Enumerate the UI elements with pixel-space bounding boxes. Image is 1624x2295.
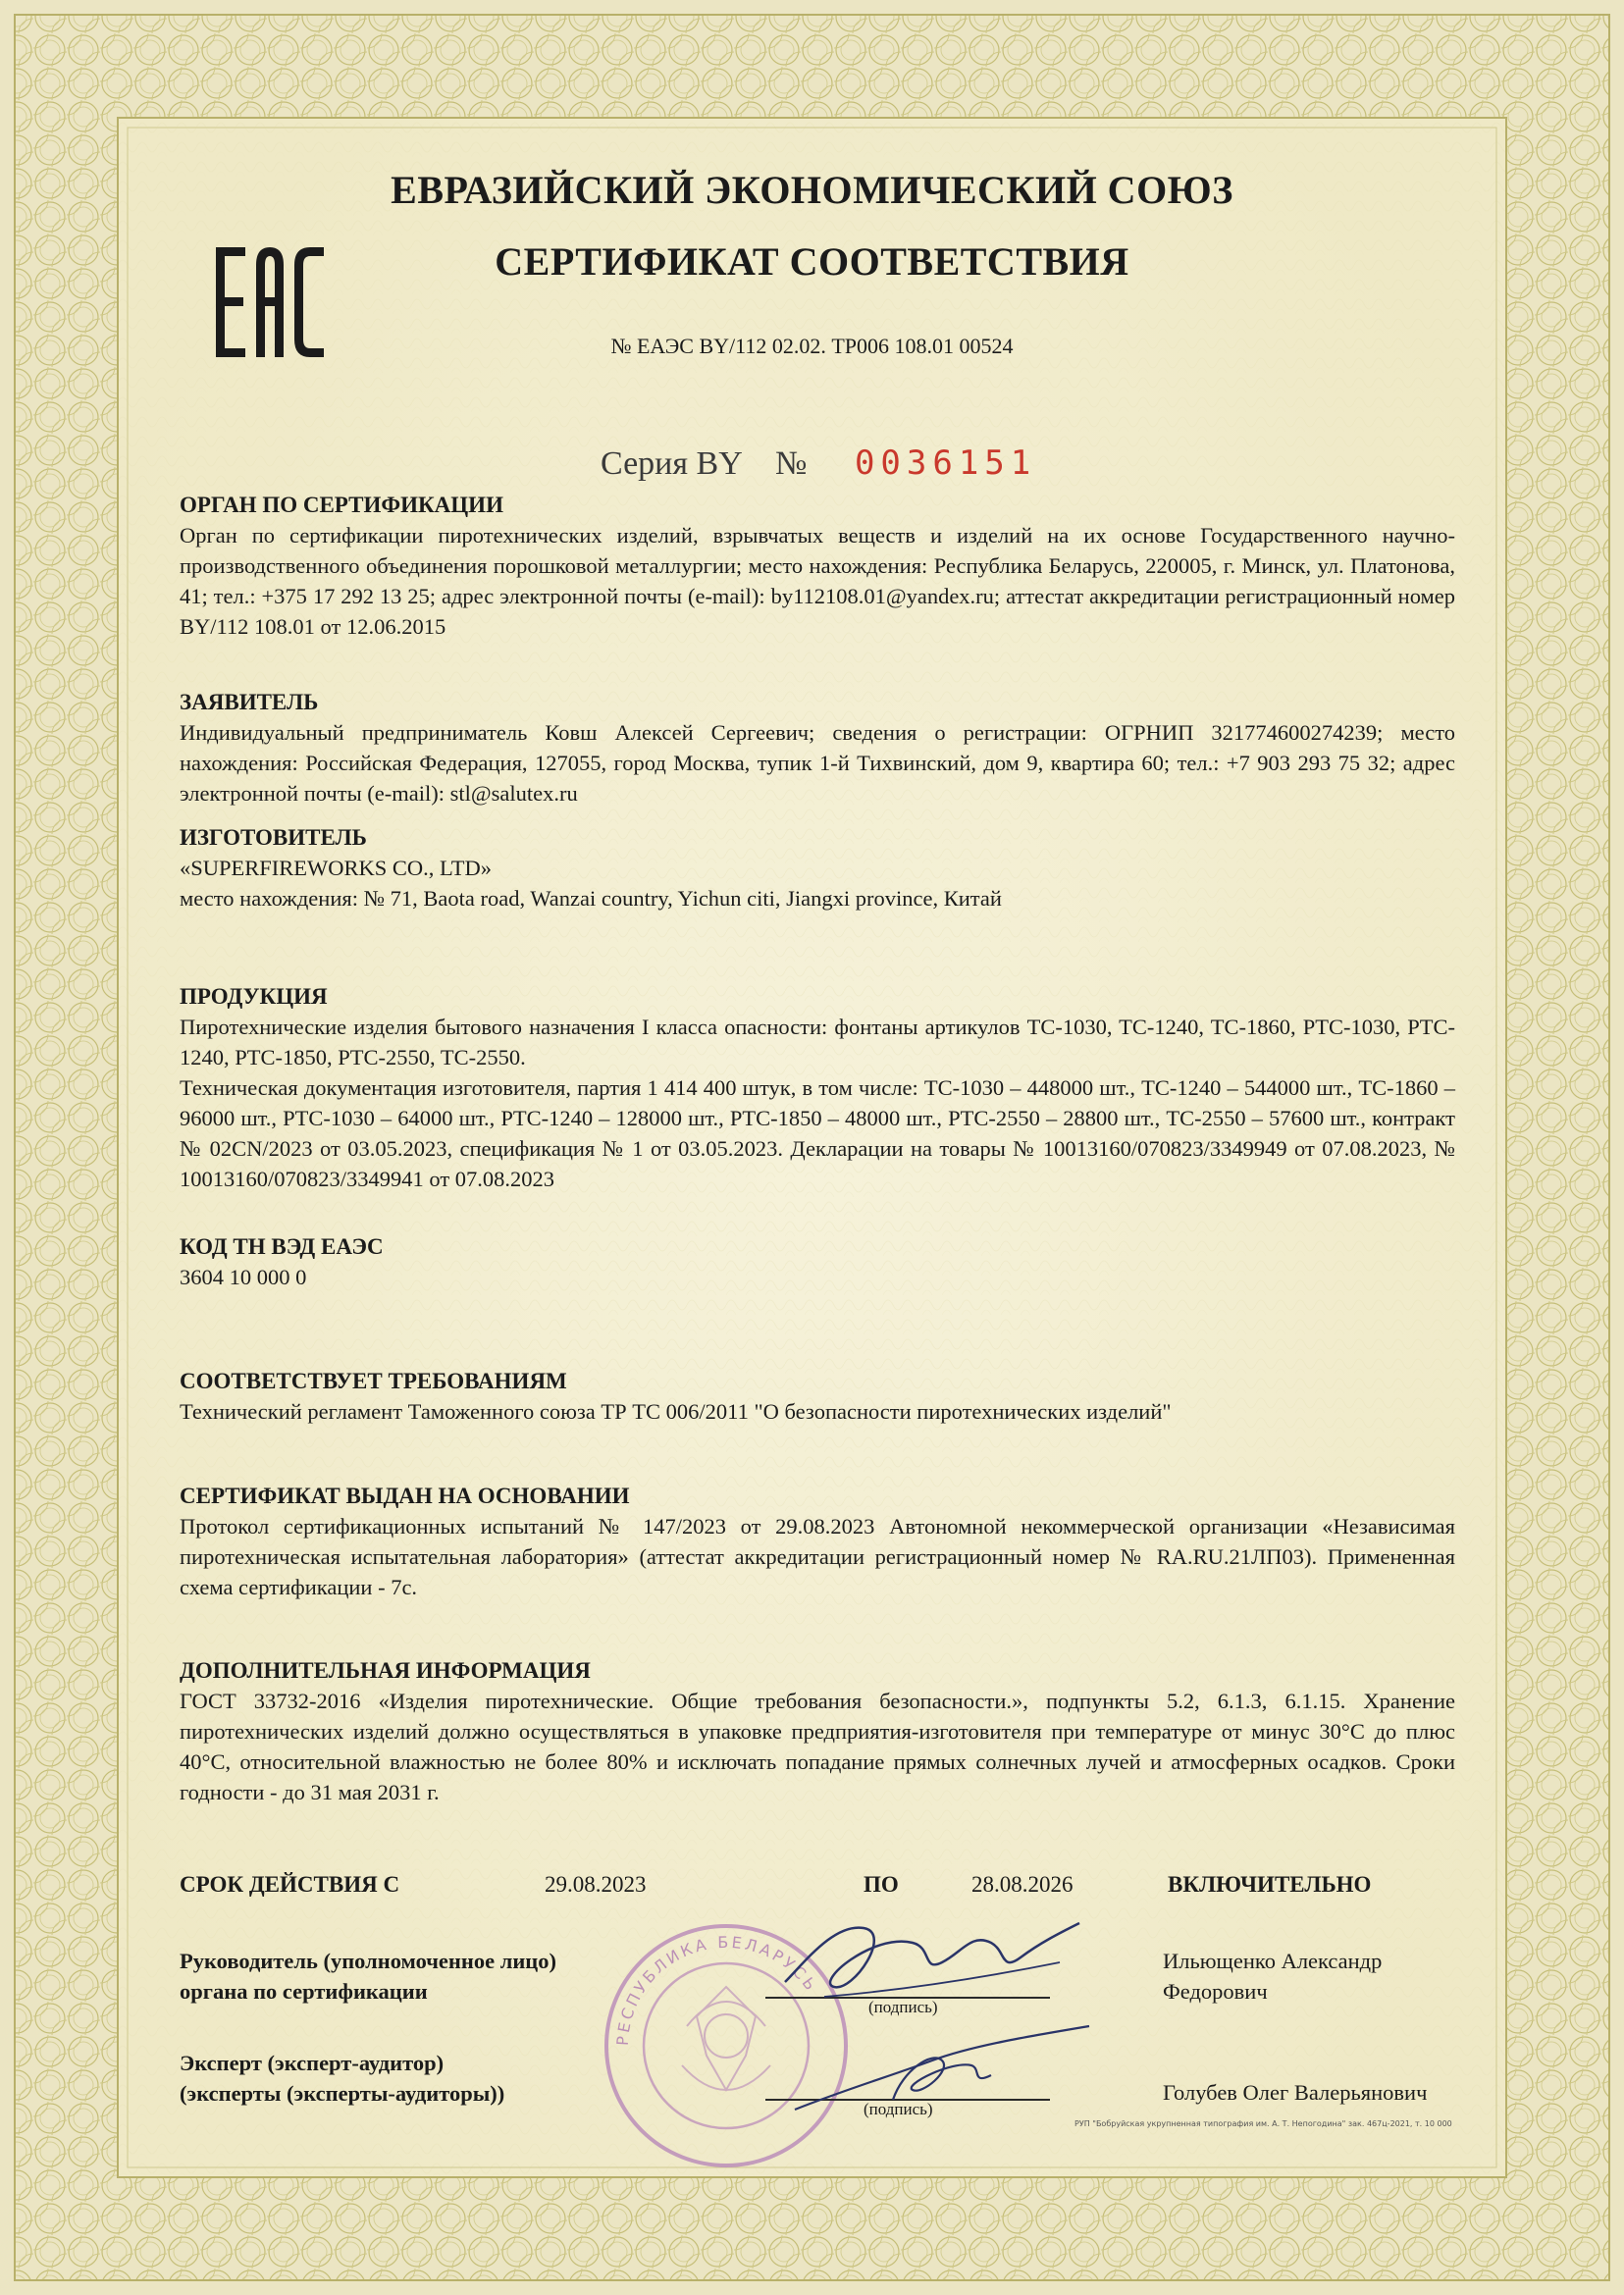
section-additional-info (180, 1655, 1455, 1807)
manufacturer-name: «SUPERFIREWORKS CO., LTD» (180, 856, 492, 880)
section-heading: ЗАЯВИТЕЛЬ (180, 690, 319, 714)
expert-signature (785, 2021, 1099, 2119)
validity-to-label: ПО (864, 1872, 899, 1897)
basis-text: Протокол сертификационных испытаний № 147/2023 от 29.08.2023 Автономной некоммерческой организации «Независимая пиротехническая испытательная лаборатория» (аттестат аккредитации регистрационный номер № RA.RU.21ЛП03). Примененная схема сертификации - 7с. (180, 1514, 1455, 1599)
head-label-line-1: Руководитель (уполномоченное лицо) (180, 1949, 557, 1973)
section-heading: СЕРТИФИКАТ ВЫДАН НА ОСНОВАНИИ (180, 1484, 630, 1508)
section-tn-ved (180, 1231, 1455, 1292)
section-heading: КОД ТН ВЭД ЕАЭС (180, 1234, 384, 1259)
series-label: Серия BY (601, 445, 742, 482)
printer-note: РУП "Бобруйская укрупненная типография им. А. Т. Непогодина" зак. 467ц-2021, т. 10 000 (1074, 2119, 1452, 2128)
product-documentation: Техническая документация изготовителя, партия 1 414 400 штук, в том числе: TC-1030 – 448000 шт., TC-1240 – 544000 шт., TC-1860 – 96000 шт., PTC-1030 – 64000 шт., PTC-1240 – 128000 шт., PTC-1850 – 48000 шт., PTC-2550 – 28800 шт., TC-2550 – 57600 шт., контракт № 02CN/2023 от 03.05.2023, спецификация № 1 от 03.05.2023. Декларации на товары № 10013160/070823/3349949 от 07.08.2023, № 10013160/070823/3349941 от 07.08.2023 (180, 1075, 1455, 1191)
applicant-text: Индивидуальный предприниматель Ковш Алексей Сергеевич; сведения о регистрации: ОГРНИП 321774600274239; место нахождения: Российская Федерация, 127055, город Москва, тупик 1-й Тихвинский, дом 9, квартира 60; тел.: +7 903 293 75 32; адрес электронной почты (e-mail): stl@salutex.ru (180, 720, 1455, 806)
number-sign: № (775, 445, 808, 482)
section-product (180, 981, 1455, 1194)
stamp-text: РЕСПУБЛИКА БЕЛАРУСЬ (612, 1932, 822, 2047)
head-signature (765, 1904, 1099, 2011)
validity-to-date: 28.08.2026 (971, 1872, 1074, 1897)
section-heading: ОРГАН ПО СЕРТИФИКАЦИИ (180, 493, 503, 517)
product-description: Пиротехнические изделия бытового назначения I класса опасности: фонтаны артикулов TC-1030, TC-1240, TC-1860, PTC-1030, PTC-1240, PTC-1850, PTC-2550, TC-2550. (180, 1015, 1455, 1069)
section-certification-body (180, 490, 1455, 642)
union-title: ЕВРАЗИЙСКИЙ ЭКОНОМИЧЕСКИЙ СОЮЗ (391, 168, 1233, 212)
head-name (1163, 1946, 1382, 2007)
section-basis (180, 1481, 1455, 1602)
head-label (180, 1946, 556, 2007)
series-row (601, 443, 1036, 483)
head-label-line-2: органа по сертификации (180, 1979, 428, 2004)
validity-from-label: СРОК ДЕЙСТВИЯ С (180, 1872, 400, 1897)
validity-inclusive: ВКЛЮЧИТЕЛЬНО (1168, 1872, 1372, 1897)
certification-body-text: Орган по сертификации пиротехнических изделий, взрывчатых веществ и изделий на их основе Государственного научно-производственного объединения порошковой металлургии; место нахождения: Республика Беларусь, 220005, г. Минск, ул. Платонова, 41; тел.: +375 17 292 13 25; адрес электронной почты (e-mail): by112108.01@yandex.ru; аттестат аккредитации регистрационный номер BY/112 108.01 от 12.06.2015 (180, 523, 1455, 639)
head-name-line-1: Ильющенко Александр (1163, 1949, 1383, 1973)
signature-caption-head: (подпись) (868, 1998, 938, 2016)
expert-name: Голубев Олег Валерьянович (1163, 2080, 1428, 2105)
section-applicant (180, 687, 1455, 808)
manufacturer-address: место нахождения: № 71, Baota road, Wanzai country, Yichun citi, Jiangxi province, Китай (180, 886, 1002, 911)
additional-info-text: ГОСТ 33732-2016 «Изделия пиротехнические. Общие требования безопасности.», подпункты 5.2, 6.1.3, 6.1.15. Хранение пиротехнических изделий должно осуществляться в упаковке предприятия-изготовителя при температуре от минус 30°С до плюс 40°С, относительной влажностью не более 80% и исключать попадание прямых солнечных лучей и атмосферных осадков. Сроки годности - до 31 мая 2031 г. (180, 1689, 1455, 1804)
expert-label (180, 2048, 504, 2109)
section-manufacturer (180, 822, 1455, 913)
section-heading: ИЗГОТОВИТЕЛЬ (180, 825, 367, 850)
requirements-text: Технический регламент Таможенного союза ТР ТС 006/2011 "О безопасности пиротехнических изделий" (180, 1399, 1172, 1424)
head-name-line-2: Федорович (1163, 1979, 1268, 2004)
certificate-title: СЕРТИФИКАТ СООТВЕТСТВИЯ (495, 239, 1129, 284)
series-number: 0036151 (854, 443, 1037, 483)
expert-label-line-2: (эксперты (эксперты-аудиторы)) (180, 2081, 505, 2106)
section-requirements (180, 1366, 1455, 1427)
signature-caption-expert: (подпись) (864, 2100, 933, 2118)
tn-ved-code: 3604 10 000 0 (180, 1265, 307, 1289)
certificate-number: № ЕАЭС BY/112 02.02. ТР006 108.01 00524 (610, 334, 1014, 358)
section-heading: ДОПОЛНИТЕЛЬНАЯ ИНФОРМАЦИЯ (180, 1658, 591, 1683)
validity-from-date: 29.08.2023 (545, 1872, 647, 1897)
expert-label-line-1: Эксперт (эксперт-аудитор) (180, 2051, 445, 2075)
section-heading: СООТВЕТСТВУЕТ ТРЕБОВАНИЯМ (180, 1369, 567, 1393)
section-heading: ПРОДУКЦИЯ (180, 984, 328, 1009)
